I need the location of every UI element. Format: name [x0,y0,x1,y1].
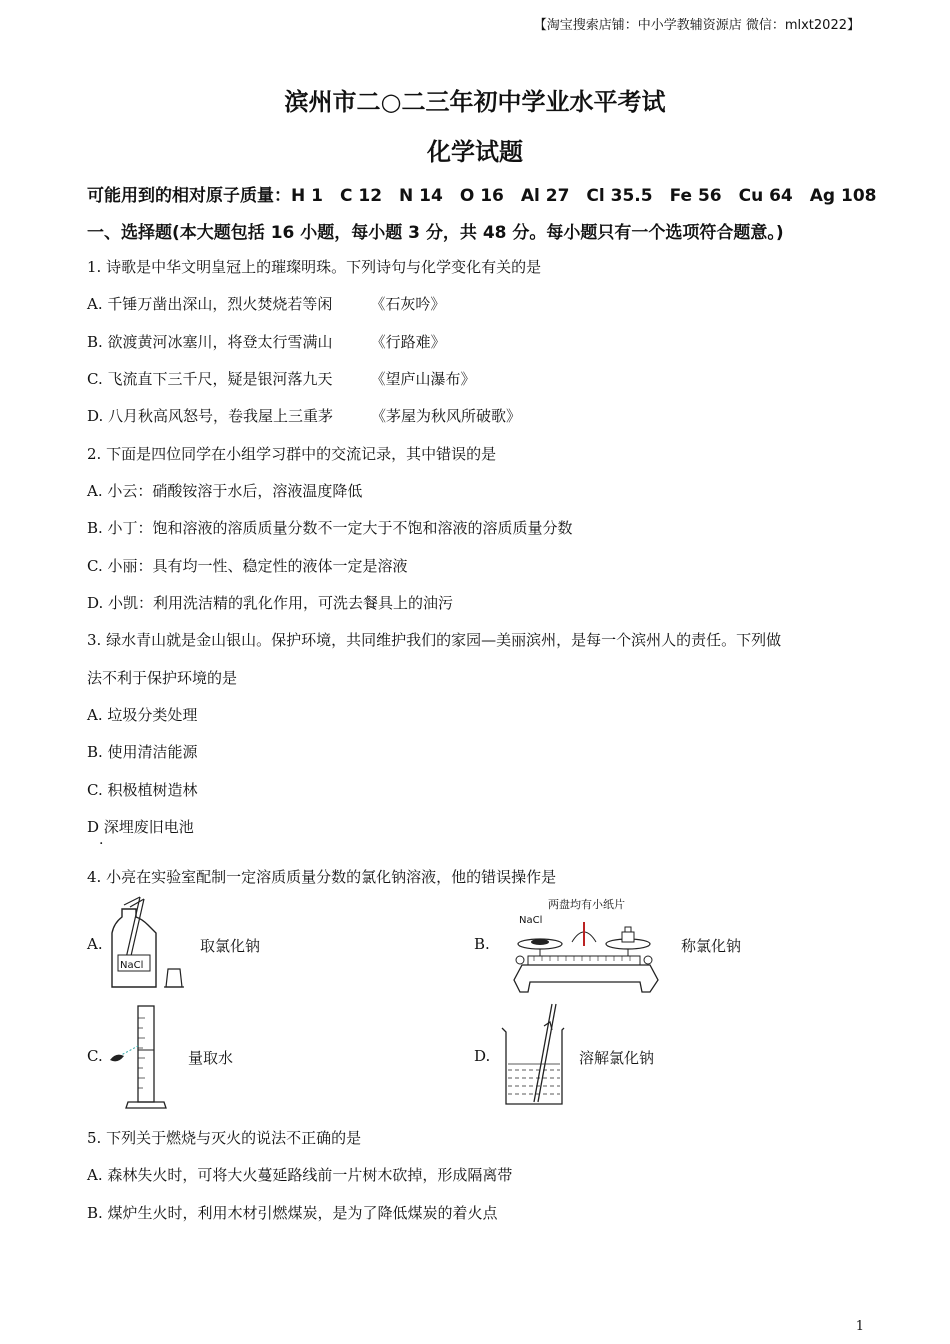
beaker-figure [498,1002,568,1110]
balance-note: 两盘均有小纸片 [548,898,625,911]
q2-option-d: D. 小凯：利用洗洁精的乳化作用，可洗去餐具上的油污 [87,594,454,612]
nacl-pan-label: NaCl [519,915,543,926]
q4-option-b-letter: B. [474,935,490,953]
q1-option-a: A. 千锤万凿出深山，烈火焚烧若等闲 《石灰吟》 [87,295,446,313]
q4-option-a-caption: 取氯化钠 [200,937,261,955]
reagent-bottle-figure [104,897,194,992]
page-number: 1 [855,1319,864,1334]
exam-subtitle: 化学试题 [427,138,523,166]
question-4-stem: 4. 小亮在实验室配制一定溶质质量分数的氯化钠溶液，他的错误操作是 [87,868,557,886]
q1-option-d: D. 八月秋高风怒号，卷我屋上三重茅 《茅屋为秋风所破歌》 [87,407,522,425]
nacl-bottle-label: NaCl [120,960,144,971]
q1-option-b: B. 欲渡黄河冰塞川，将登太行雪满山 《行路难》 [87,333,446,351]
q3-option-d: D 深埋废旧电池 [87,818,194,836]
q2-option-a: A. 小云：硝酸铵溶于水后，溶液温度降低 [87,482,363,500]
q3-option-b: B. 使用清洁能源 [87,743,198,761]
q4-option-d-caption: 溶解氯化钠 [579,1049,655,1067]
exam-title: 滨州市二○二三年初中学业水平考试 [284,88,666,116]
q4-option-b-caption: 称氯化钠 [681,937,742,955]
question-2-stem: 2. 下面是四位同学在小组学习群中的交流记录，其中错误的是 [87,445,497,463]
atomic-mass-line: 可能用到的相对原子质量：H 1 C 12 N 14 O 16 Al 27 Cl 35.5 Fe 56 Cu 64 Ag 108 [87,186,877,206]
q4-option-c-caption: 量取水 [188,1049,234,1067]
question-5-stem: 5. 下列关于燃烧与灭火的说法不正确的是 [87,1129,362,1147]
question-1-stem: 1. 诗歌是中华文明皇冠上的璀璨明珠。下列诗句与化学变化有关的是 [87,258,542,276]
q4-option-c-letter: C. [87,1047,103,1065]
q1-option-c: C. 飞流直下三千尺，疑是银河落九天 《望庐山瀑布》 [87,370,476,388]
q2-option-b: B. 小丁：饱和溶液的溶质质量分数不一定大于不饱和溶液的溶质质量分数 [87,519,573,537]
q3-option-c: C. 积极植树造林 [87,781,198,799]
q3-option-a: A. 垃圾分类处理 [87,706,198,724]
q5-option-b: B. 煤炉生火时，利用木材引燃煤炭，是为了降低煤炭的着火点 [87,1204,498,1222]
section-one-heading: 一、选择题(本大题包括 16 小题，每小题 3 分，共 48 分。每小题只有一个选项符合题意。) [87,223,784,243]
question-3-stem-line2: 法不利于保护环境的是 [87,669,238,687]
graduated-cylinder-figure [110,1004,180,1112]
q5-option-a: A. 森林失火时，可将大火蔓延路线前一片树木砍掉，形成隔离带 [87,1166,513,1184]
question-3-stem-line1: 3. 绿水青山就是金山银山。保护环境，共同维护我们的家园—美丽滨州，是每一个滨州人的责任。下列做 [87,631,782,649]
q4-option-d-letter: D. [474,1047,491,1065]
q4-option-a-letter: A. [87,935,103,953]
stray-dot: . [99,832,104,848]
balance-figure [510,912,670,996]
header-note: 【淘宝搜索店铺：中小学教辅资源店 微信：mlxt2022】 [533,18,860,33]
q2-option-c: C. 小丽：具有均一性、稳定性的液体一定是溶液 [87,557,408,575]
